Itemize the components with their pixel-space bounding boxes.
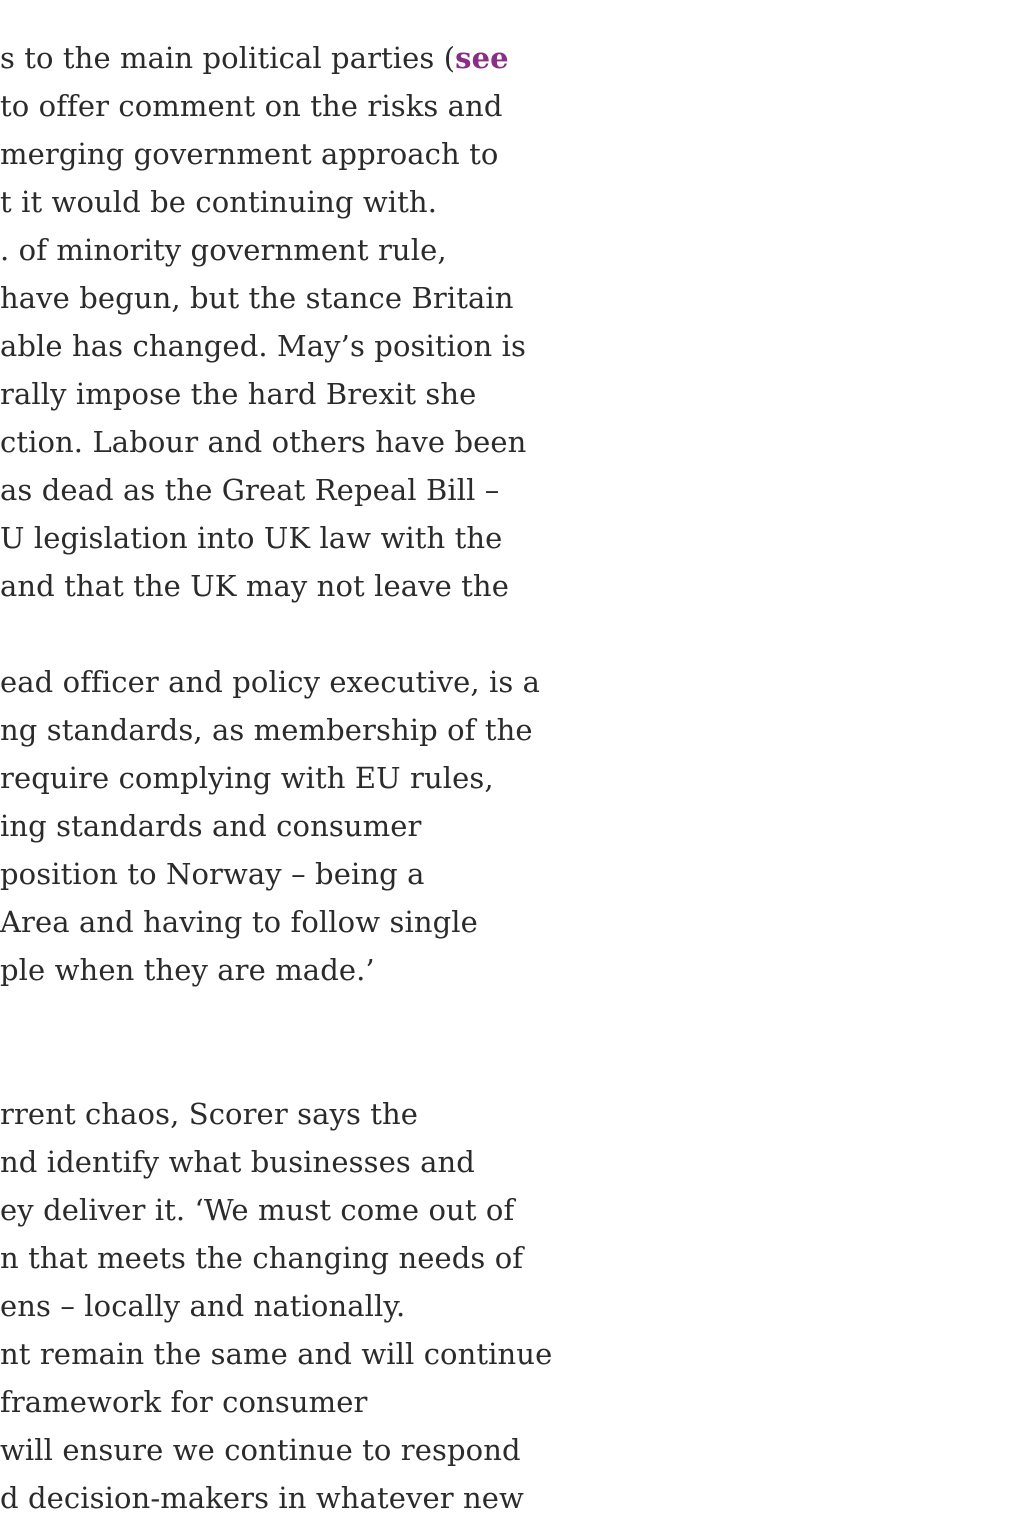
text-line: rrent chaos, Scorer says the bbox=[0, 1097, 419, 1131]
text-line: nd identify what businesses and bbox=[0, 1145, 475, 1179]
see-link[interactable]: see bbox=[455, 41, 509, 75]
text-line: t it would be continuing with. bbox=[0, 185, 438, 219]
text-line: require complying with EU rules, bbox=[0, 761, 494, 795]
text-line bbox=[0, 34, 600, 82]
text-line: merging government approach to bbox=[0, 137, 499, 171]
text-line: framework for consumer bbox=[0, 1385, 368, 1419]
text-line: nt remain the same and will continue bbox=[0, 1337, 553, 1371]
text-line: ng standards, as membership of the bbox=[0, 713, 533, 747]
text-line: ens – locally and nationally. bbox=[0, 1289, 406, 1323]
text-line: as dead as the Great Repeal Bill – bbox=[0, 473, 500, 507]
text-line: U legislation into UK law with the bbox=[0, 521, 503, 555]
article-paragraph-1 bbox=[0, 34, 600, 610]
text-line: ead officer and policy executive, is a bbox=[0, 665, 541, 699]
text-line: rally impose the hard Brexit she bbox=[0, 377, 477, 411]
text-line: position to Norway – being a bbox=[0, 857, 425, 891]
text-line: ction. Labour and others have been bbox=[0, 425, 527, 459]
text-line-content: s to the main political parties ( bbox=[0, 41, 456, 75]
article-paragraph-3 bbox=[0, 1090, 600, 1522]
text-line: to offer comment on the risks and bbox=[0, 89, 503, 123]
text-line: able has changed. May’s position is bbox=[0, 329, 526, 363]
article-paragraph-2 bbox=[0, 658, 600, 994]
text-line: ey deliver it. ‘We must come out of bbox=[0, 1193, 515, 1227]
text-line: and that the UK may not leave the bbox=[0, 569, 509, 603]
text-line: ple when they are made.’ bbox=[0, 953, 375, 987]
text-line: ing standards and consumer bbox=[0, 809, 422, 843]
text-line: have begun, but the stance Britain bbox=[0, 281, 514, 315]
text-line: . of minority government rule, bbox=[0, 233, 447, 267]
text-line: d decision-makers in whatever new bbox=[0, 1481, 524, 1515]
text-line: Area and having to follow single bbox=[0, 905, 478, 939]
text-line: n that meets the changing needs of bbox=[0, 1241, 524, 1275]
text-line: will ensure we continue to respond bbox=[0, 1433, 521, 1467]
